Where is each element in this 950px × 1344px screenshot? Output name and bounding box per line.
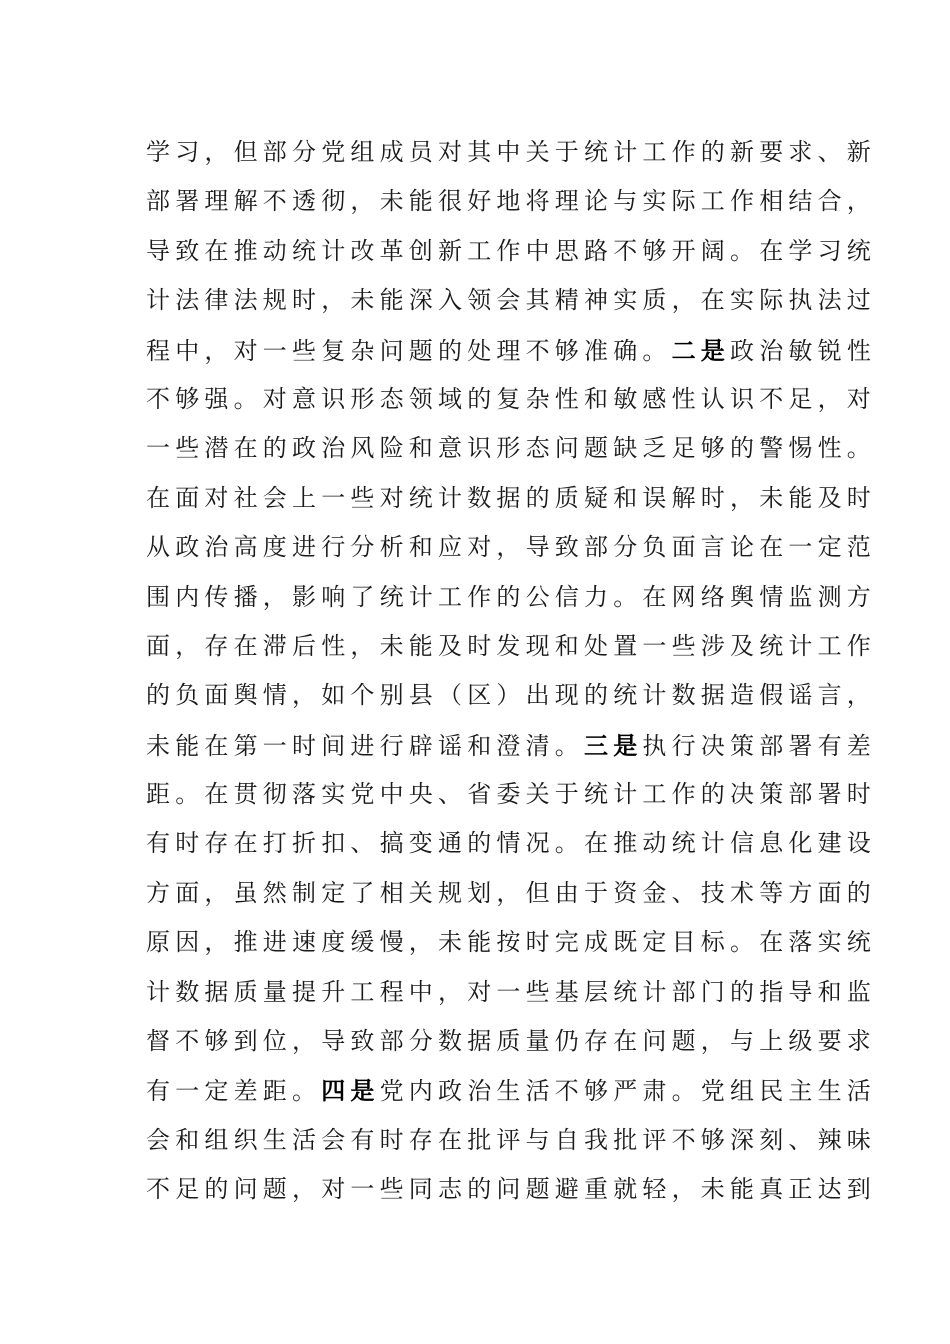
text-line	[146, 1116, 876, 1165]
text-run: 不足的问题，对一些同志的问题避重就轻，未能真正达到	[146, 1175, 876, 1204]
text-run: 党内政治生活不够严肃。党组民主生活	[379, 1077, 877, 1106]
text-run: 执行决策部署有差	[642, 731, 877, 760]
text-run: 督不够到位，导致部分数据质量仍存在问题，与上级要求	[146, 1027, 876, 1056]
bold-heading-marker: 四是	[321, 1076, 380, 1106]
text-run: 在面对社会上一些对统计数据的质疑和误解时，未能及时	[146, 483, 876, 512]
text-line	[146, 770, 876, 819]
text-run: 计法律法规时，未能深入领会其精神实质，在实际执法过	[146, 286, 876, 315]
text-line	[146, 819, 876, 868]
body-paragraph	[146, 128, 877, 1215]
text-run: 政治敏锐性	[730, 336, 877, 365]
text-line	[146, 721, 877, 770]
text-run: 有一定差距。	[146, 1077, 322, 1106]
text-line	[146, 424, 876, 473]
text-line	[146, 375, 876, 424]
bold-heading-marker: 二是	[671, 335, 731, 365]
text-line	[146, 523, 876, 572]
text-run: 距。在贯彻落实党中央、省委关于统计工作的决策部署时	[146, 780, 876, 809]
text-run: 原因，推进速度缓慢，未能按时完成既定目标。在落实统	[146, 928, 876, 957]
text-run: 一些潜在的政治风险和意识形态问题缺乏足够的警惕性。	[146, 434, 876, 463]
text-line	[146, 474, 876, 523]
text-run: 围内传播，影响了统计工作的公信力。在网络舆情监测方	[146, 582, 876, 611]
bold-heading-marker: 三是	[584, 730, 643, 760]
text-line	[146, 968, 876, 1017]
text-line	[146, 918, 876, 967]
text-run: 会和组织生活会有时存在批评与自我批评不够深刻、辣味	[146, 1125, 876, 1154]
text-run: 不够强。对意识形态领域的复杂性和敏感性认识不足，对	[146, 384, 876, 413]
text-run: 学习，但部分党组成员对其中关于统计工作的新要求、新	[146, 138, 876, 166]
text-run: 方面，虽然制定了相关规划，但由于资金、技术等方面的	[146, 878, 876, 907]
text-run: 的负面舆情，如个别县（区）出现的统计数据造假谣言，	[146, 681, 876, 710]
text-line	[146, 326, 877, 375]
text-run: 从政治高度进行分析和应对，导致部分负面言论在一定范	[146, 533, 876, 562]
text-run: 有时存在打折扣、搞变通的情况。在推动统计信息化建设	[146, 829, 876, 858]
text-line	[146, 128, 876, 177]
text-run: 面，存在滞后性，未能及时发现和处置一些涉及统计工作	[146, 631, 876, 660]
text-run: 未能在第一时间进行辟谣和澄清。	[146, 731, 584, 760]
text-line	[146, 869, 876, 918]
text-line	[146, 671, 876, 720]
text-line	[146, 1066, 877, 1115]
text-run: 程中，对一些复杂问题的处理不够准确。	[146, 336, 672, 365]
text-line	[146, 622, 876, 671]
text-line	[146, 227, 876, 276]
text-run: 部署理解不透彻，未能很好地将理论与实际工作相结合，	[146, 187, 876, 216]
text-run: 计数据质量提升工程中，对一些基层统计部门的指导和监	[146, 977, 876, 1006]
text-run: 导致在推动统计改革创新工作中思路不够开阔。在学习统	[146, 236, 876, 265]
text-line	[146, 573, 876, 622]
text-line	[146, 1165, 876, 1214]
text-line	[146, 177, 876, 226]
text-line	[146, 276, 876, 325]
text-line	[146, 1017, 876, 1066]
